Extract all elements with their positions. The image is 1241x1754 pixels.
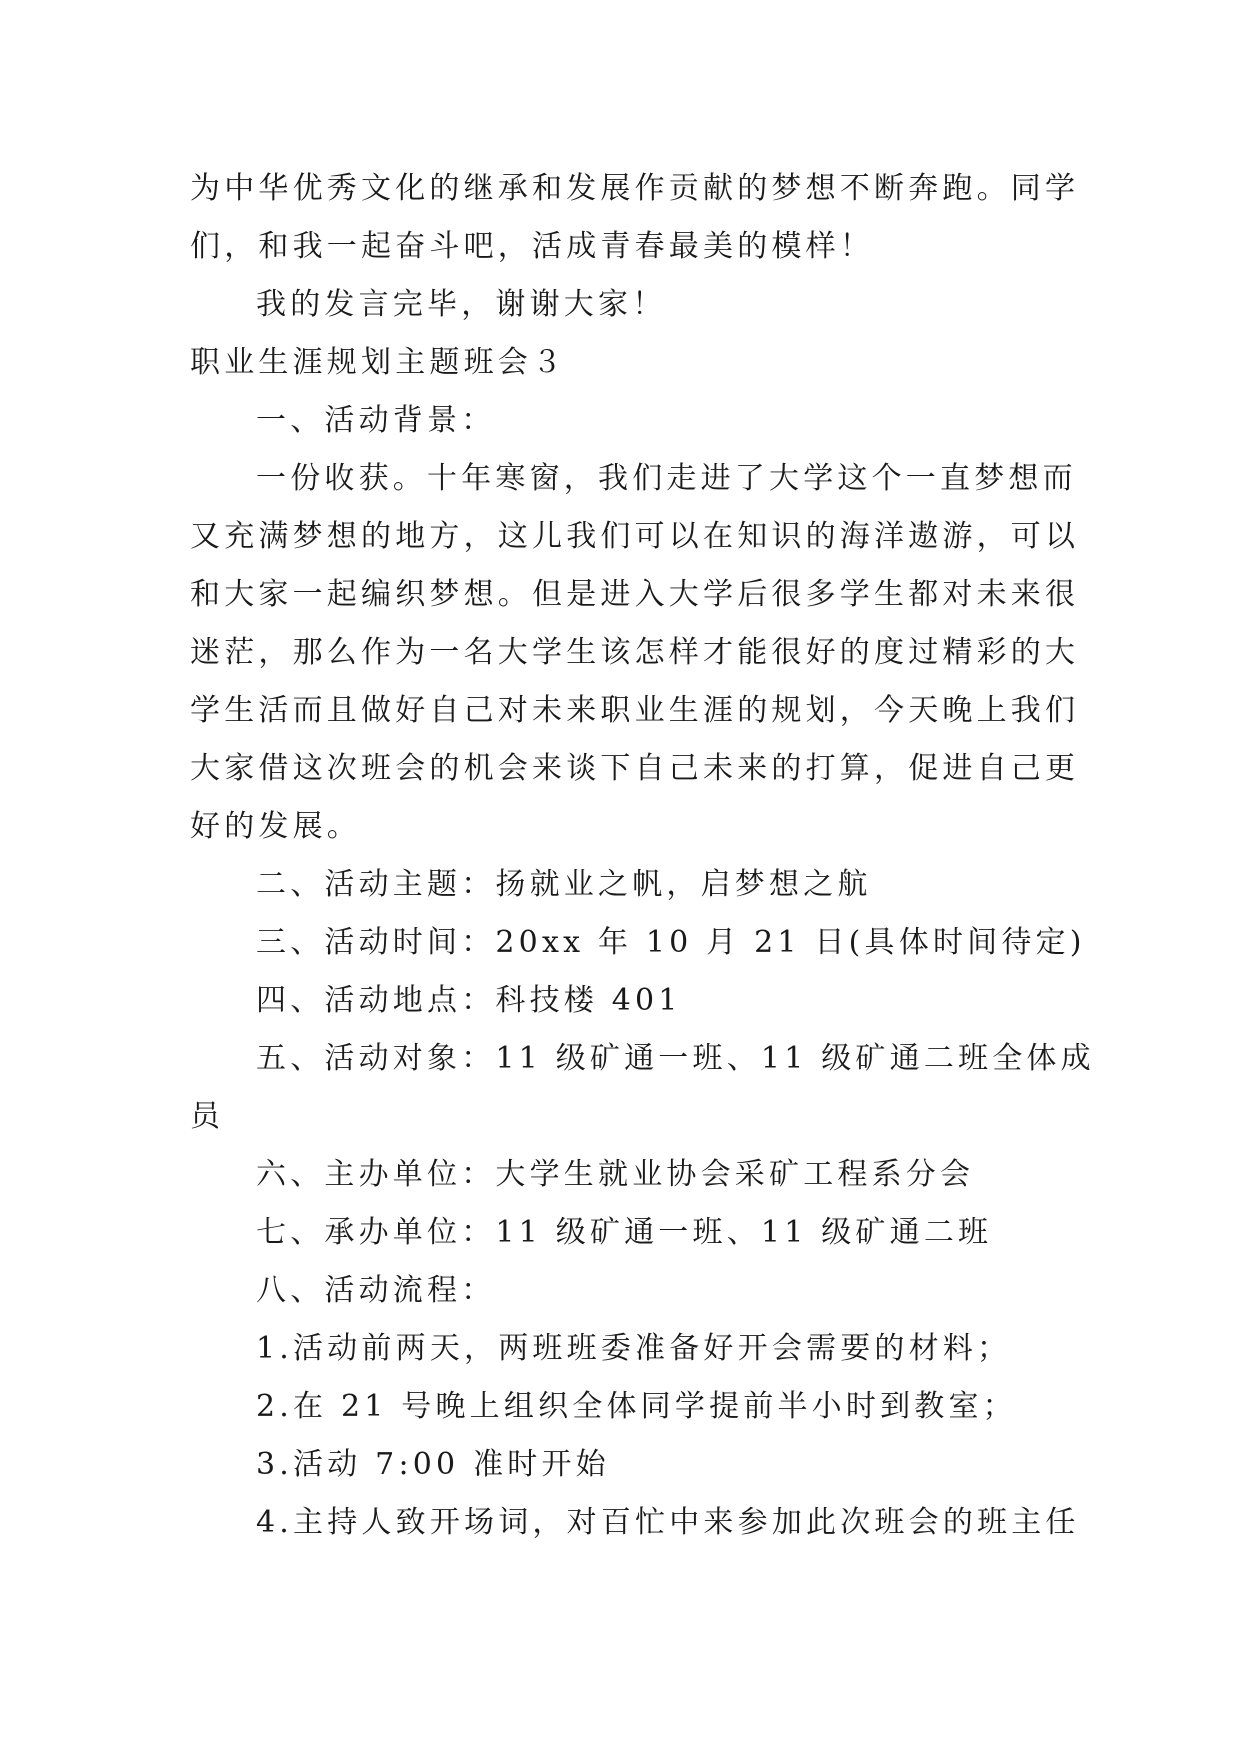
paragraph-line: 大家借这次班会的机会来谈下自己未来的打算，促进自己更 [190,751,1080,786]
section-heading: 一、活动背景： [256,403,496,438]
process-step: 1.活动前两天，两班班委准备好开会需要的材料； [256,1331,1012,1366]
paragraph-line: 学生活而且做好自己对未来职业生涯的规划，今天晚上我们 [190,693,1080,728]
paragraph-line: 迷茫，那么作为一名大学生该怎样才能很好的度过精彩的大 [190,635,1080,670]
paragraph-line: 一份收获。十年寒窗，我们走进了大学这个一直梦想而 [256,461,1077,496]
process-step: 2.在 21 号晚上组织全体同学提前半小时到教室； [256,1389,1017,1424]
process-step: 3.活动 7:00 准时开始 [256,1447,610,1482]
activity-audience-continued: 员 [190,1099,225,1134]
process-step: 4.主持人致开场词，对百忙中来参加此次班会的班主任 [256,1505,1080,1540]
activity-location: 四、活动地点：科技楼 401 [256,983,682,1018]
activity-process-heading: 八、活动流程： [256,1273,496,1308]
co-organizer: 七、承办单位：11 级矿通一班、11 级矿通二班 [256,1215,993,1250]
paragraph-line: 为中华优秀文化的继承和发展作贡献的梦想不断奔跑。同学 [190,171,1080,206]
closing-remark: 我的发言完毕，谢谢大家！ [256,287,667,322]
organizer: 六、主办单位：大学生就业协会采矿工程系分会 [256,1157,975,1192]
paragraph-line: 又充满梦想的地方，这儿我们可以在知识的海洋遨游，可以 [190,519,1080,554]
paragraph-line: 好的发展。 [190,809,361,844]
activity-theme: 二、活动主题：扬就业之帆，启梦想之航 [256,867,872,902]
paragraph-line: 们，和我一起奋斗吧，活成青春最美的模样！ [190,229,874,264]
activity-audience: 五、活动对象：11 级矿通一班、11 级矿通二班全体成 [256,1041,1095,1076]
paragraph-line: 和大家一起编织梦想。但是进入大学后很多学生都对未来很 [190,577,1080,612]
section-title: 职业生涯规划主题班会３ [190,345,567,380]
document-body [190,160,1095,1552]
activity-time: 三、活动时间：20xx 年 10 月 21 日(具体时间待定) [256,925,1086,960]
